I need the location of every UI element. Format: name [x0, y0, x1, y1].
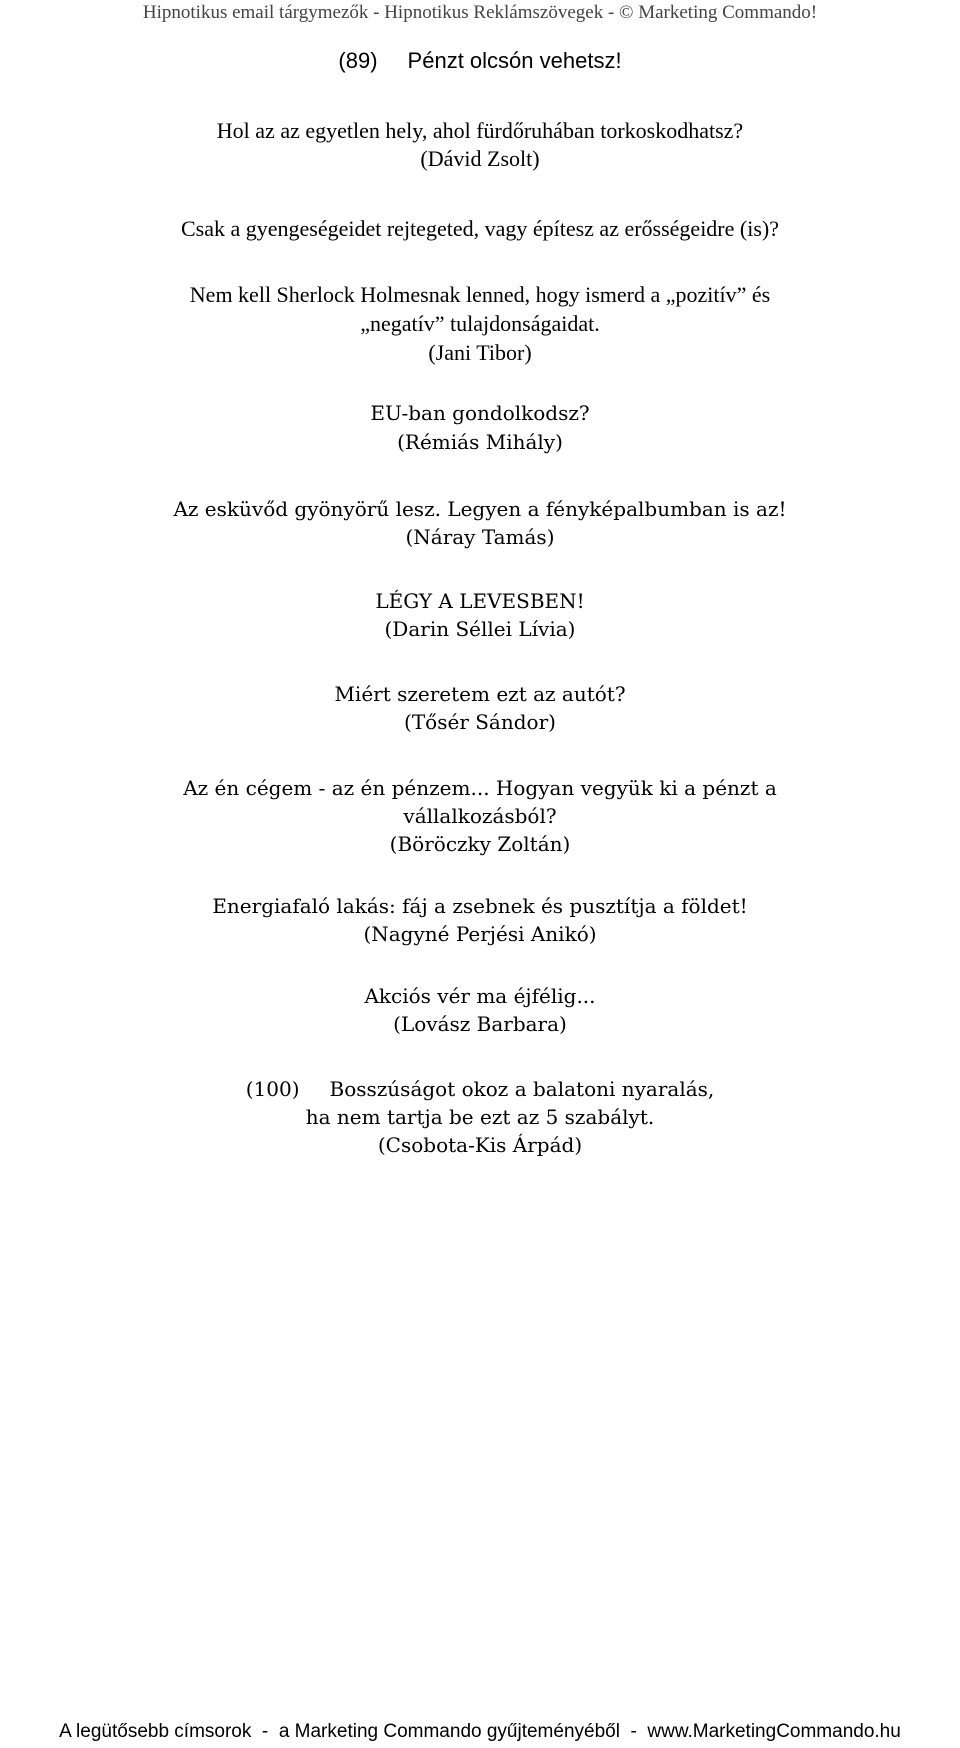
headline-text: Pénzt olcsón vehetsz! — [407, 48, 622, 73]
headline-text: Hol az az egyetlen hely, ahol fürdőruhában torkoskodhatsz? — [216, 118, 744, 143]
headline-text: Akciós vér ma éjfélig... — [364, 984, 596, 1008]
headline-author: (Böröczky Zoltán) — [389, 832, 571, 856]
headline-text: EU-ban gondolkodsz? — [370, 401, 590, 425]
headline-author: (Jani Tibor) — [428, 340, 532, 365]
headline-author: (Darin Séllei Lívia) — [384, 617, 576, 641]
headline-author: (Rémiás Mihály) — [397, 430, 563, 454]
headline-89 — [0, 48, 960, 74]
headline-author: (Náray Tamás) — [405, 525, 555, 549]
headline-text-line2: vállalkozásból? — [403, 804, 557, 828]
headline-text: Csak a gyengeségeidet rejtegeted, vagy építesz az erősségeidre (is)? — [180, 216, 779, 241]
headline-author: (Dávid Zsolt) — [420, 146, 540, 171]
headline-text: Miért szeretem ezt az autót? — [334, 682, 626, 706]
headline-100 — [0, 1077, 960, 1101]
page-header: Hipnotikus email tárgymezők - Hipnotikus Reklámszövegek - © Marketing Commando! — [142, 2, 818, 23]
headline-number: (89) — [338, 48, 378, 73]
headline-text-line2: ha nem tartja be ezt az 5 szabályt. — [305, 1105, 655, 1129]
headline-text: LÉGY A LEVESBEN! — [375, 589, 585, 613]
headline-text-line1: Nem kell Sherlock Holmesnak lenned, hogy ismerd a „pozitív” és — [189, 282, 771, 307]
headline-author: (Lovász Barbara) — [393, 1012, 567, 1036]
headline-author: (Tősér Sándor) — [404, 710, 556, 734]
headline-text-line1: Bosszúságot okoz a balatoni nyaralás, — [329, 1077, 715, 1101]
headline-text-line1: Az én cégem - az én pénzem... Hogyan vegyük ki a pénzt a — [183, 776, 777, 800]
headline-number: (100) — [245, 1077, 300, 1101]
headline-text: Az esküvőd gyönyörű lesz. Legyen a fényképalbumban is az! — [173, 497, 787, 521]
headline-text-line2: „negatív” tulajdonságaidat. — [360, 311, 600, 336]
headline-author: (Nagyné Perjési Anikó) — [363, 922, 597, 946]
page-footer: A legütősebb címsorok - a Marketing Commando gyűjteményéből - www.MarketingCommando.hu — [59, 1721, 901, 1742]
headline-author: (Csobota-Kis Árpád) — [377, 1133, 583, 1157]
headline-text: Energiafaló lakás: fáj a zsebnek és pusztítja a földet! — [212, 894, 748, 918]
